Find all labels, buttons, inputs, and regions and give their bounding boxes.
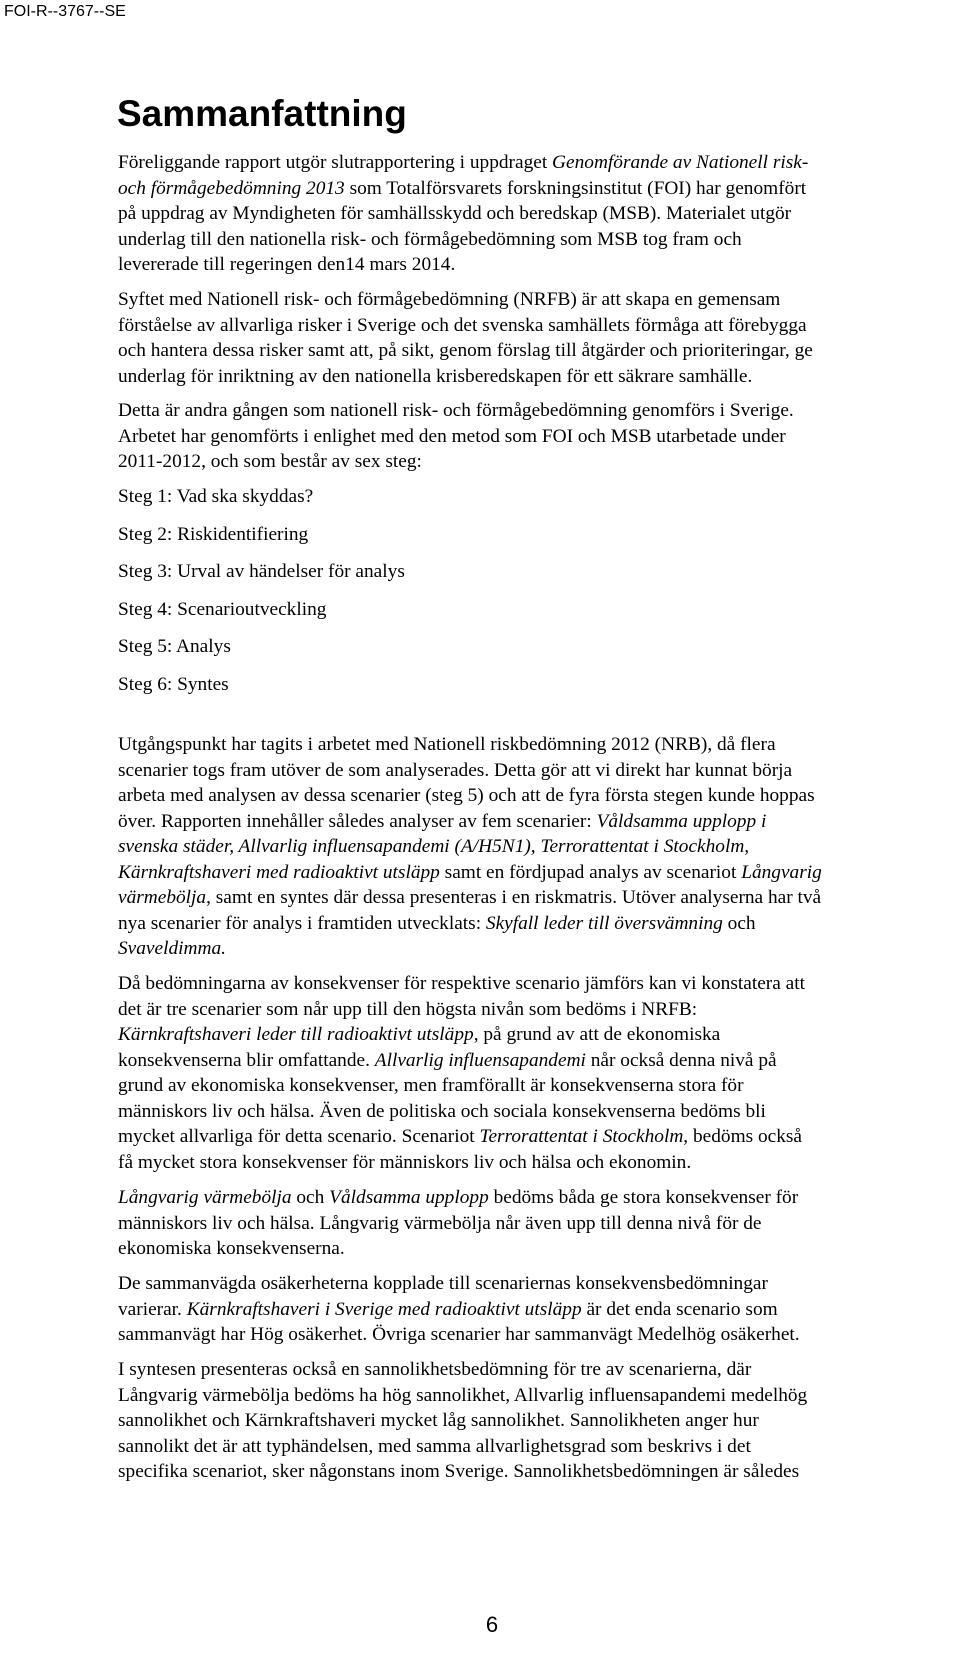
text-line	[118, 313, 918, 339]
text-line	[118, 1236, 918, 1262]
italic-text-run: Terrorattentat i Stockholm	[479, 1126, 684, 1147]
text-run: sannolikt det är att typhändelsen, med samma allvarlighetsgrad som beskrivs i det	[118, 1435, 751, 1457]
italic-text-run: Våldsamma upplopp	[329, 1187, 489, 1208]
text-line	[118, 150, 918, 176]
italic-text-run: Skyfall leder till översvämning	[485, 912, 723, 934]
text-line	[118, 936, 918, 962]
text-run: I syntesen presenteras också en sannolikhetsbedömning för tre av scenarierna, där	[118, 1359, 752, 1380]
text-run: konsekvenserna blir omfattande.	[118, 1049, 375, 1071]
italic-text-run: Långvarig	[741, 861, 822, 883]
text-run: och	[722, 912, 756, 934]
text-line	[118, 783, 918, 809]
italic-text-run: och förmågebedömning 2013	[118, 177, 345, 199]
text-run: , på grund av att de ekonomiska	[473, 1024, 721, 1045]
summary-paragraph-2	[118, 287, 918, 389]
italic-text-run: Allvarlig influensapandemi	[374, 1049, 586, 1071]
text-run: människors liv och hälsa. Även de politiska och sociala konsekvenserna bedöms bli	[118, 1100, 766, 1122]
document-id: FOI-R--3767--SE	[4, 3, 126, 20]
text-run: nya scenarier för analys i framtiden utvecklats:	[118, 912, 486, 934]
text-line	[118, 252, 918, 278]
text-run: sannolikhet och Kärnkraftshaveri mycket låg sannolikhet. Sannolikheten anger hur	[118, 1410, 759, 1431]
text-run: och	[291, 1187, 330, 1208]
italic-text-run: Våldsamma upplopp i	[596, 810, 767, 832]
italic-text-run: Kärnkraftshaveri med radioaktivt utsläpp	[118, 861, 440, 883]
text-run: scenarier togs fram utöver de som analyserades. Detta gör att vi direkt har kunnat börja	[118, 759, 793, 781]
text-run: varierar.	[118, 1298, 187, 1320]
text-line	[118, 911, 918, 937]
text-run: Då bedömningarna av konsekvenser för respektive scenario jämförs kan vi konstatera att	[118, 973, 805, 994]
text-run: ekonomiska konsekvenserna.	[118, 1238, 345, 1259]
italic-text-run: Långvarig värmebölja	[118, 1187, 292, 1208]
text-line	[118, 364, 918, 390]
text-line	[118, 227, 918, 253]
text-run: och hantera dessa risker samt att, på sikt, genom förslag till åtgärder och prioriteringar, ge	[118, 340, 813, 361]
step-item: Steg 4: Scenarioutveckling	[118, 598, 327, 620]
text-run: få mycket stora konsekvenser för människors liv och hälsa och ekonomin.	[118, 1151, 692, 1173]
text-line	[118, 732, 918, 758]
text-line	[118, 1408, 918, 1434]
text-line	[118, 1099, 918, 1125]
text-run: specifika scenariot, sker någonstans inom Sverige. Sannolikhetsbedömningen är således	[118, 1461, 800, 1482]
text-line	[118, 1048, 918, 1074]
italic-text-run: värmebölja	[118, 887, 207, 908]
text-line	[118, 997, 918, 1023]
text-line	[118, 1357, 918, 1383]
text-run: Detta är andra gången som nationell risk- och förmågebedömning genomförs i Sverige.	[118, 400, 794, 421]
text-run: samt en fördjupad analys av scenariot	[439, 861, 742, 883]
text-run: , bedöms också	[683, 1126, 803, 1147]
italic-text-run: Svaveldimma.	[118, 938, 226, 959]
text-line	[118, 971, 918, 997]
summary-paragraph-1	[118, 150, 918, 278]
text-line	[118, 1211, 918, 1237]
step-list	[118, 484, 918, 710]
text-line	[118, 1073, 918, 1099]
summary-paragraph-8	[118, 1357, 918, 1485]
text-line	[118, 1271, 918, 1297]
text-run: underlag för inriktning av den nationella krisberedskapen för ett säkrare samhälle.	[118, 365, 753, 387]
text-line	[118, 885, 918, 911]
text-line	[118, 1434, 918, 1460]
italic-text-run: Kärnkraftshaveri leder till radioaktivt utsläpp	[118, 1024, 474, 1045]
text-line	[118, 424, 918, 450]
summary-paragraph-5	[118, 971, 918, 1175]
text-line	[118, 1297, 918, 1323]
text-run: levererade till regeringen den14 mars 2014.	[118, 254, 456, 275]
step-item: Steg 2: Riskidentifiering	[118, 523, 309, 545]
text-line	[118, 860, 918, 886]
text-run: det är tre scenarier som når upp till den högsta nivån som bedöms i NRFB:	[118, 998, 698, 1020]
text-run: sammanvägt har Hög osäkerhet. Övriga scenarier har sammanvägt Medelhög osäkerhet.	[118, 1324, 800, 1345]
text-run: bedöms båda ge stora konsekvenser för	[488, 1187, 799, 1208]
summary-paragraph-3	[118, 398, 918, 475]
text-run: Arbetet har genomförts i enlighet med den metod som FOI och MSB utarbetade under	[118, 425, 786, 447]
text-run: 2011-2012, och som består av sex steg:	[118, 451, 422, 472]
text-line	[118, 338, 918, 364]
text-line	[118, 449, 918, 475]
text-line	[118, 287, 918, 313]
text-line	[118, 1459, 918, 1485]
text-run: Utgångspunkt har tagits i arbetet med Nationell riskbedömning 2012 (NRB), då flera	[118, 734, 776, 755]
step-item: Steg 6: Syntes	[118, 673, 229, 695]
page-number: 6	[485, 1612, 499, 1637]
text-line	[118, 398, 918, 424]
text-run: är det enda scenario som	[581, 1298, 778, 1320]
summary-paragraph-6	[118, 1185, 918, 1262]
text-run: De sammanvägda osäkerheterna kopplade till scenariernas konsekvensbedömningar	[118, 1273, 768, 1294]
text-run: Syftet med Nationell risk- och förmågebedömning (NRFB) är att skapa en gemensam	[118, 289, 781, 310]
text-run: grund av ekonomiska konsekvenser, men framförallt är konsekvenserna stora för	[118, 1075, 744, 1096]
text-run: når också denna nivå på	[585, 1049, 777, 1071]
text-line	[118, 1383, 918, 1409]
text-line	[118, 1124, 918, 1150]
text-line	[118, 809, 918, 835]
text-line	[118, 758, 918, 784]
summary-paragraph-4	[118, 732, 918, 962]
italic-text-run: Kärnkraftshaveri i Sverige med radioaktivt utsläpp	[186, 1298, 582, 1320]
italic-text-run: svenska städer, Allvarlig influensapandemi (A/H5N1), Terrorattentat i Stockholm,	[118, 836, 750, 857]
text-run: arbeta med analysen av dessa scenarier (steg 5) och att de fyra första stegen kunde hoppas	[118, 785, 815, 806]
text-run: människors liv och hälsa. Långvarig värmebölja når även upp till denna nivå för de	[118, 1212, 762, 1234]
text-run: Föreliggande rapport utgör slutrapportering i uppdraget	[118, 152, 553, 173]
step-item: Steg 3: Urval av händelser för analys	[118, 561, 405, 583]
text-line	[118, 1022, 918, 1048]
step-item: Steg 1: Vad ska skyddas?	[118, 486, 314, 507]
text-line	[118, 1150, 918, 1176]
italic-text-run: Genomförande av Nationell risk-	[552, 152, 809, 173]
text-line	[118, 201, 918, 227]
text-run: underlag till den nationella risk- och förmågebedömning som MSB tog fram och	[118, 228, 742, 250]
text-run: förståelse av allvarliga risker i Sverige och det svenska samhällets förmåga att förebygga	[118, 314, 807, 336]
text-run: Långvarig värmebölja bedöms ha hög sannolikhet, Allvarlig influensapandemi medelhög	[118, 1384, 808, 1406]
text-run: som Totalförsvarets forskningsinstitut (FOI) har genomfört	[344, 177, 807, 199]
step-item: Steg 5: Analys	[118, 636, 231, 658]
text-line	[118, 834, 918, 860]
text-run: , samt en syntes där dessa presenteras i en riskmatris. Utöver analyserna har två	[206, 887, 822, 908]
text-line	[118, 1185, 918, 1211]
text-run: mycket allvarliga för detta scenario. Scenariot	[118, 1126, 480, 1147]
text-run: på uppdrag av Myndigheten för samhällsskydd och beredskap (MSB). Materialet utgör	[118, 203, 792, 224]
text-line	[118, 176, 918, 202]
summary-paragraph-7	[118, 1271, 918, 1348]
text-run: över. Rapporten innehåller således analyser av fem scenarier:	[118, 810, 597, 832]
page-title: Sammanfattning	[117, 93, 407, 134]
text-line	[118, 1322, 918, 1348]
